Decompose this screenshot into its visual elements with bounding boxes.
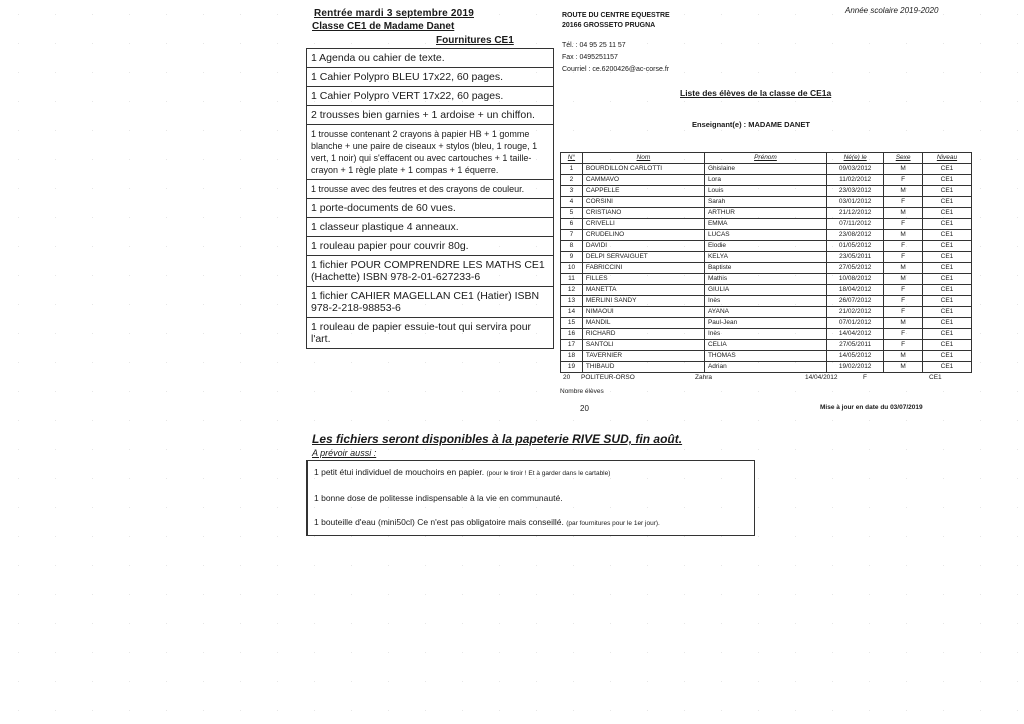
- supply-list-document: [306, 8, 554, 349]
- table-row: [561, 208, 972, 219]
- cell-last-name: RICHARD: [582, 329, 704, 340]
- table-row: [561, 230, 972, 241]
- cell-number: 17: [561, 340, 583, 351]
- cell-first-name: Ghislaine: [704, 164, 826, 175]
- table-row: [561, 285, 972, 296]
- cell-birthdate: 07/11/2012: [826, 219, 883, 230]
- table-row: [561, 197, 972, 208]
- cell-last-name: DELPI SERVAIGUET: [582, 252, 704, 263]
- col-first-name: Prénom: [704, 153, 826, 164]
- table-row: [561, 175, 972, 186]
- student-count-value: 20: [580, 404, 589, 413]
- cell-level: CE1: [922, 230, 971, 241]
- rentree-date: Rentrée mardi 3 septembre 2019: [314, 8, 474, 19]
- cell-last-name: FILLES: [582, 274, 704, 285]
- cell-birthdate: 03/01/2012: [826, 197, 883, 208]
- cell-birthdate: 11/02/2012: [826, 175, 883, 186]
- cell-sex: M: [884, 186, 923, 197]
- cell-birthdate: 21/12/2012: [826, 208, 883, 219]
- cell-birthdate: 09/03/2012: [826, 164, 883, 175]
- supply-item: 1 trousse avec des feutres et des crayons de couleur.: [307, 180, 554, 199]
- cell-number: 2: [561, 175, 583, 186]
- cell-last-name: CAPPELLE: [582, 186, 704, 197]
- cell-sex: F: [884, 296, 923, 307]
- cell-first-name: Lora: [704, 175, 826, 186]
- table-row: [561, 219, 972, 230]
- school-address: ROUTE DU CENTRE EQUESTRE: [562, 12, 670, 19]
- cell-birthdate: 18/04/2012: [826, 285, 883, 296]
- cell-sex: F: [884, 197, 923, 208]
- teacher-name: Enseignant(e) : MADAME DANET: [692, 120, 810, 129]
- cell-birthdate: 01/05/2012: [826, 241, 883, 252]
- cell-number: 10: [561, 263, 583, 274]
- cell-last-name: CRISTIANO: [582, 208, 704, 219]
- cell-last-name: SANTOLI: [582, 340, 704, 351]
- cell-birthdate: 23/03/2012: [826, 186, 883, 197]
- fournitures-heading: Fournitures CE1: [436, 35, 514, 46]
- col-sex: Sexe: [884, 153, 923, 164]
- availability-note: Les fichiers seront disponibles à la papeterie RIVE SUD, fin août.: [312, 432, 683, 446]
- class-heading: Classe CE1 de Madame Danet: [312, 21, 455, 32]
- cell-last-name: CRUDELINO: [582, 230, 704, 241]
- col-last-name: Nom: [582, 153, 704, 164]
- col-level: Niveau: [922, 153, 971, 164]
- cell-first-name: ARTHUR: [704, 208, 826, 219]
- supply-item: 1 classeur plastique 4 anneaux.: [307, 218, 554, 237]
- cell-level: CE1: [922, 164, 971, 175]
- cell-sex: M: [884, 208, 923, 219]
- cell-number: 8: [561, 241, 583, 252]
- cell-last-name: TAVERNIER: [582, 351, 704, 362]
- cell-level: CE1: [922, 340, 971, 351]
- cell-number: 16: [561, 329, 583, 340]
- supplies-table: [306, 48, 554, 349]
- school-city: 20166 GROSSETO PRUGNA: [562, 22, 656, 29]
- cell-sex: M: [884, 351, 923, 362]
- cell-number: 4: [561, 197, 583, 208]
- supply-item: 1 fichier CAHIER MAGELLAN CE1 (Hatier) ISBN 978-2-218-98853-6: [307, 287, 554, 318]
- also-provide-heading: A prévoir aussi :: [312, 448, 377, 458]
- cell-level: CE1: [922, 362, 971, 373]
- cell-number: 6: [561, 219, 583, 230]
- cell-first-name: Louis: [704, 186, 826, 197]
- cell-number: 3: [561, 186, 583, 197]
- table-row: [561, 241, 972, 252]
- cell-last-name: MANETTA: [582, 285, 704, 296]
- school-phone: Tél. : 04 95 25 11 57: [562, 42, 626, 49]
- cell-first-name: CELIA: [704, 340, 826, 351]
- cell-sex: M: [884, 362, 923, 373]
- supply-item: 1 porte-documents de 60 vues.: [307, 199, 554, 218]
- cell-level: CE1: [922, 241, 971, 252]
- cell-first-name: AYANA: [704, 307, 826, 318]
- cell-level: CE1: [922, 296, 971, 307]
- cell-sex: F: [884, 307, 923, 318]
- cell-sex: F: [884, 340, 923, 351]
- cell-birthdate: 07/01/2012: [826, 318, 883, 329]
- cell-birthdate: 14/04/2012: [826, 329, 883, 340]
- cell-level: CE1: [922, 318, 971, 329]
- cell-birthdate: 26/07/2012: [826, 296, 883, 307]
- table-row: [561, 274, 972, 285]
- cell-first-name: Inès: [704, 329, 826, 340]
- school-fax: Fax : 0495251157: [562, 54, 618, 61]
- cell-first-name: Adrian: [704, 362, 826, 373]
- col-number: N°: [561, 153, 583, 164]
- cell-sex: F: [884, 329, 923, 340]
- cell-birthdate: 23/08/2012: [826, 230, 883, 241]
- cell-number: 18: [561, 351, 583, 362]
- table-row: [561, 186, 972, 197]
- cell-birthdate: 21/02/2012: [826, 307, 883, 318]
- supply-item: 1 Cahier Polypro VERT 17x22, 60 pages.: [307, 87, 554, 106]
- cell-birthdate: 14/05/2012: [826, 351, 883, 362]
- cell-level: CE1: [922, 307, 971, 318]
- table-row: [561, 164, 972, 175]
- cell-sex: M: [884, 164, 923, 175]
- cell-level: CE1: [922, 197, 971, 208]
- table-row: [561, 307, 972, 318]
- table-row: [561, 318, 972, 329]
- cell-first-name: Sarah: [704, 197, 826, 208]
- cell-first-name: Paul-Jean: [704, 318, 826, 329]
- cell-number: 13: [561, 296, 583, 307]
- table-row: [561, 329, 972, 340]
- col-birthdate: Né(e) le: [826, 153, 883, 164]
- supply-item: 1 rouleau de papier essuie-tout qui servira pour l'art.: [307, 318, 554, 349]
- student-roster-table: [560, 152, 972, 373]
- cell-sex: F: [884, 252, 923, 263]
- also-provide-item: 1 bouteille d'eau (mini50cl) Ce n'est pas obligatoire mais conseillé. (par fournitures pour le 1er jour).: [314, 517, 660, 527]
- cell-sex: F: [884, 285, 923, 296]
- cell-level: CE1: [922, 329, 971, 340]
- supply-item: 1 rouleau papier pour couvrir 80g.: [307, 237, 554, 256]
- cell-last-name: BOURDILLON CARLOTTI: [582, 164, 704, 175]
- table-row: [561, 351, 972, 362]
- cell-number: 14: [561, 307, 583, 318]
- cell-sex: M: [884, 263, 923, 274]
- cell-last-name: MANDIL: [582, 318, 704, 329]
- cell-level: CE1: [922, 186, 971, 197]
- cell-number: 11: [561, 274, 583, 285]
- supply-item: 1 Cahier Polypro BLEU 17x22, 60 pages.: [307, 68, 554, 87]
- cell-birthdate: 27/05/2011: [826, 340, 883, 351]
- cell-birthdate: 27/05/2012: [826, 263, 883, 274]
- supply-item: 2 trousses bien garnies + 1 ardoise + un chiffon.: [307, 106, 554, 125]
- cell-first-name: Baptiste: [704, 263, 826, 274]
- cell-sex: F: [884, 219, 923, 230]
- table-row: [561, 263, 972, 274]
- cell-number: 15: [561, 318, 583, 329]
- cell-first-name: EMMA: [704, 219, 826, 230]
- table-row: [561, 296, 972, 307]
- cell-birthdate: 19/02/2012: [826, 362, 883, 373]
- cell-first-name: Mathis: [704, 274, 826, 285]
- school-year: Année scolaire 2019-2020: [845, 6, 939, 15]
- cell-sex: F: [884, 175, 923, 186]
- cell-number: 19: [561, 362, 583, 373]
- also-provide-box: [306, 460, 755, 536]
- table-row: [561, 340, 972, 351]
- cell-first-name: Elodie: [704, 241, 826, 252]
- cell-level: CE1: [922, 219, 971, 230]
- cell-number: 7: [561, 230, 583, 241]
- supply-item: 1 trousse contenant 2 crayons à papier HB + 1 gomme blanche + une paire de ciseaux + stylos (bleu, 1 rouge, 1 vert, 1 noir) qui s'effacent ou avec cartouches + 1 taille-crayon + 1 règle plate + 1 compas + 1 équerre.: [307, 125, 554, 180]
- cell-birthdate: 10/08/2012: [826, 274, 883, 285]
- student-count-label: Nombre élèves: [560, 388, 604, 395]
- cell-level: CE1: [922, 285, 971, 296]
- table-row: [561, 252, 972, 263]
- cell-level: CE1: [922, 175, 971, 186]
- cell-level: CE1: [922, 208, 971, 219]
- cell-sex: F: [884, 241, 923, 252]
- cell-number: 12: [561, 285, 583, 296]
- school-email: Courriel : ce.6200426@ac-corse.fr: [562, 66, 670, 73]
- cell-first-name: LUCAS: [704, 230, 826, 241]
- last-updated: Mise à jour en date du 03/07/2019: [820, 404, 923, 411]
- cell-sex: M: [884, 318, 923, 329]
- cell-last-name: DAVIDI: [582, 241, 704, 252]
- cell-last-name: THIBAUD: [582, 362, 704, 373]
- also-provide-item: 1 bonne dose de politesse indispensable à la vie en communauté.: [314, 493, 563, 503]
- cell-number: 1: [561, 164, 583, 175]
- cell-number: 9: [561, 252, 583, 263]
- cell-level: CE1: [922, 252, 971, 263]
- cell-sex: M: [884, 274, 923, 285]
- cell-sex: M: [884, 230, 923, 241]
- cell-last-name: CAMMAVO: [582, 175, 704, 186]
- cell-level: CE1: [922, 274, 971, 285]
- cell-first-name: Inès: [704, 296, 826, 307]
- cell-last-name: CORSINI: [582, 197, 704, 208]
- cell-first-name: KELYA: [704, 252, 826, 263]
- cell-first-name: THOMAS: [704, 351, 826, 362]
- cell-last-name: FABRICCINI: [582, 263, 704, 274]
- table-row: [561, 362, 972, 373]
- also-provide-item: 1 petit étui individuel de mouchoirs en papier. (pour le tiroir ! Et à garder dans le cartable): [314, 467, 611, 477]
- cell-number: 5: [561, 208, 583, 219]
- roster-header-row: [561, 153, 972, 164]
- cell-level: CE1: [922, 263, 971, 274]
- class-list-document: ROUTE DU CENTRE EQUESTRE 20166 GROSSETO PRUGNA Tél. : 04 95 25 11 57 Fax : 0495251157 Courriel : ce.6200426@ac-corse.fr Année scolaire 2019-2020 Liste des élèves de la classe de CE1a Enseignant(e) : MADAME DANET N° Nom Prénom Né(e) le Sexe Niveau 1 BOURDILLON CARLOTTI Ghislaine 09/03/2012 M CE1 2 CAMMAVO Lora 11/02/2012 F CE1 3 CAPPELLE Louis 23/03/2012 M CE1 4 CORSINI Sarah 03/01/2012 F CE1 5 CRISTIANO ARTHUR 21/12/2012 M CE1 6 CRIVELLI EMMA 07/11/2012 F CE1 7 CRUDELINO LUCAS 23/08/2012 M CE1 8 DAVIDI Elodie 01/05/2012 F CE1 9 DELPI SERVAIGUET KELYA 23/05/2011 F CE1 10 FABRICCINI Baptiste 27/05/2012 M CE1 11 FILLES Mathis 10/08/2012 M CE1 12 MANETTA GIULIA 18/04/2012 F CE1 13 MERLINI SANDY Inès 26/07/2012 F CE1 14 NIMAOUI AYANA 21/02/2012 F CE1 15 MANDIL Paul-Jean 07/01/2012 M CE1 16 RICHARD Inès 14/04/2012 F CE1 17 SANTOLI CELIA 27/05/2011 F CE1 18 TAVERNIER THOMAS 14/05/2012 M CE1 19 THIBAUD Adrian 19/02/2012 M CE1 20 POLITEUR-ORSO Zahra 14/04/2012 F CE1 Nombre élèves 20 Mise à jour en date du 03/07/2019: [560, 4, 980, 424]
- cell-last-name: NIMAOUI: [582, 307, 704, 318]
- list-title: Liste des élèves de la classe de CE1a: [680, 88, 832, 98]
- cell-level: CE1: [922, 351, 971, 362]
- cell-first-name: GIULIA: [704, 285, 826, 296]
- cell-last-name: MERLINI SANDY: [582, 296, 704, 307]
- cell-birthdate: 23/05/2011: [826, 252, 883, 263]
- supply-item: 1 fichier POUR COMPRENDRE LES MATHS CE1 (Hachette) ISBN 978-2-01-627233-6: [307, 256, 554, 287]
- cell-last-name: CRIVELLI: [582, 219, 704, 230]
- supply-item: 1 Agenda ou cahier de texte.: [307, 49, 554, 68]
